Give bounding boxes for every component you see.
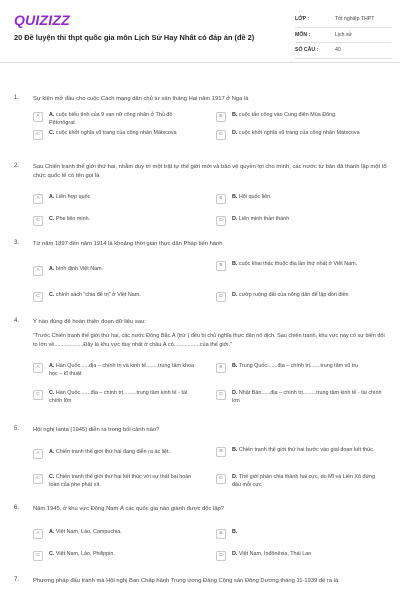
info-row-class	[295, 12, 391, 28]
option-b[interactable]: B B. Hội quốc liên.	[216, 193, 382, 204]
option-letter: B	[216, 363, 226, 373]
question-number: 3.	[14, 240, 20, 246]
question-text: Sự kiện mở đầu cho cuộc Cách mạng dân chủ tư sản tháng Hai năm 1917 ở Nga là	[33, 96, 249, 102]
question-number: 2.	[14, 163, 20, 169]
option-letter: C	[33, 216, 43, 226]
info-value: Lịch sử	[335, 31, 353, 38]
option-b[interactable]: B B.	[216, 528, 382, 539]
worksheet-header	[0, 0, 400, 63]
option-letter: D	[216, 474, 226, 484]
info-value: Tốt nghiệp THPT	[335, 16, 375, 23]
option-letter: A	[33, 363, 43, 373]
option-letter: B	[216, 447, 226, 457]
option-a[interactable]: A A. Liên hợp quốc	[33, 193, 199, 204]
question-text: Từ năm 1897 đến năm 1914 là khoảng thời gian thực dân Pháp tiến hành	[33, 241, 223, 247]
option-letter: D	[216, 216, 226, 226]
option-letter: A	[33, 529, 43, 539]
option-letter: C	[33, 130, 43, 140]
option-letter: D	[216, 292, 226, 302]
option-letter: B	[216, 194, 226, 204]
option-c[interactable]: C C. Việt Nam, Lào, Philippin.	[33, 550, 199, 561]
info-table	[295, 12, 391, 59]
question-text: Hội nghị Ianta (1945) diễn ra trong bối cảnh nào?	[33, 427, 160, 433]
question-text: Ý nào đúng để hoàn thiện đoạn dữ liệu sau:	[33, 319, 146, 325]
option-d[interactable]: D D. Nhật Bản......địa – chính trị.........trung tâm kinh tế - tài chính lớn	[216, 389, 382, 405]
option-d[interactable]: D D. Liên minh thần thánh	[216, 215, 382, 226]
option-b[interactable]: B B. Chiến tranh thế giới thứ hai bước vào giai đoạn kết thúc.	[216, 446, 382, 457]
option-a[interactable]: A A. Hàn Quốc......địa – chính trị và kinh tế........trung tâm khoa học – kĩ thuật	[33, 362, 199, 378]
page-title: 20 Đề luyện thi thpt quốc gia môn Lịch Sử Hay Nhất có đáp án (đề 2)	[14, 33, 255, 42]
option-a[interactable]: A A. Việt Nam, Lào, Campuchia.	[33, 528, 199, 539]
question-passage: "Trước Chiến tranh thế giới thứ hai, các nước Đông Bắc Á (trừ ) đều bị chủ nghĩa thực dân nô dịch. Sau chiến tranh, khu vực này có sự biến đổi to lớn về...................Đây là khu vực duy nhất ở châu Á có.................của thế giới."	[33, 333, 385, 348]
info-row-subject	[295, 28, 391, 44]
option-c[interactable]: C C. Phe liên minh.	[33, 215, 199, 226]
option-b[interactable]: B B. cuộc tấn công vào Cung điện Mùa Đông.	[216, 111, 382, 122]
option-d[interactable]: D D. Việt Nam, Inđônêxia, Thái Lan	[216, 550, 382, 561]
question-number: 1.	[14, 95, 20, 101]
info-label: MÔN :	[295, 31, 311, 38]
option-d[interactable]: D D. cướp ruộng đất của nông dân để lập đồn điền	[216, 291, 382, 302]
question-number: 4.	[14, 318, 20, 324]
option-letter: C	[33, 292, 43, 302]
option-a[interactable]: A A. cuộc biểu tình của 9 vạn nữ công nhân ở Thủ đô Pêtơrôgrat	[33, 111, 199, 127]
info-value: 40	[335, 47, 341, 54]
option-letter: C	[33, 474, 43, 484]
option-letter: D	[216, 390, 226, 400]
option-a[interactable]: A A. Chiến tranh thế giới thứ hai đang diễn ra ác liệt.	[33, 448, 199, 459]
info-row-count	[295, 43, 391, 59]
quizizz-logo: QUIZIZZ	[14, 12, 70, 28]
option-letter: A	[33, 194, 43, 204]
question-number: 6.	[14, 505, 20, 511]
option-a[interactable]: A A. bình định Việt Nam.	[33, 265, 199, 276]
info-label: SỐ CÂU :	[295, 47, 319, 54]
question-text: Năm 1945, ở khu vực Đông Nam Á các quốc gia nào giành được độc lập?	[33, 506, 224, 512]
question-text: Phương pháp đấu tranh mà Hội nghị Ban Chấp hành Trung ương Đảng Cộng sản Đông Dương tháng 11-1939 đề ra là	[33, 578, 339, 584]
option-letter: D	[216, 130, 226, 140]
option-letter: B	[216, 529, 226, 539]
option-c[interactable]: C C. cuộc khởi nghĩa vũ trang của công nhân Mátxcova	[33, 129, 199, 140]
question-text: Sau Chiến tranh thế giới thứ hai, nhằm duy trì một trật tự thế giới mới và bảo vệ quyền lợi cho mình, các nước tư bản đã thành lập một tổ chức quốc tế có tên gọi là	[33, 164, 387, 179]
question-number: 5.	[14, 426, 20, 432]
option-b[interactable]: B B. cuộc khai thác thuộc địa lần thứ nhất ở Việt Nam.	[216, 260, 382, 271]
option-c[interactable]: C C. Chiến tranh thế giới thứ hai kết thúc với sự thất bại hoàn toàn của phe phát xít.	[33, 473, 199, 489]
option-c[interactable]: C C. chính sách "chia để trị" ở Việt Nam.	[33, 291, 199, 302]
question-number: 7.	[14, 577, 20, 583]
option-letter: A	[33, 449, 43, 459]
option-letter: D	[216, 551, 226, 561]
option-letter: A	[33, 112, 43, 122]
option-letter: B	[216, 261, 226, 271]
option-letter: C	[33, 551, 43, 561]
option-letter: B	[216, 112, 226, 122]
option-letter: A	[33, 266, 43, 276]
option-letter: C	[33, 390, 43, 400]
option-d[interactable]: D D. Thế giới phân chia thành hai cực, do Mĩ và Liên Xô đứng đầu mỗi cực	[216, 473, 382, 489]
option-c[interactable]: C C. Hàn Quốc.......địa – chính trị.........trung tâm kinh tế - tài chính lớn	[33, 389, 199, 405]
option-b[interactable]: B B. Trung Quốc.......địa – chính trị.......trung tâm vũ trụ	[216, 362, 382, 373]
info-label: LỚP :	[295, 16, 310, 23]
option-d[interactable]: D D. cuộc khởi nghĩa vũ trang của công nhân Mátxcova	[216, 129, 382, 140]
